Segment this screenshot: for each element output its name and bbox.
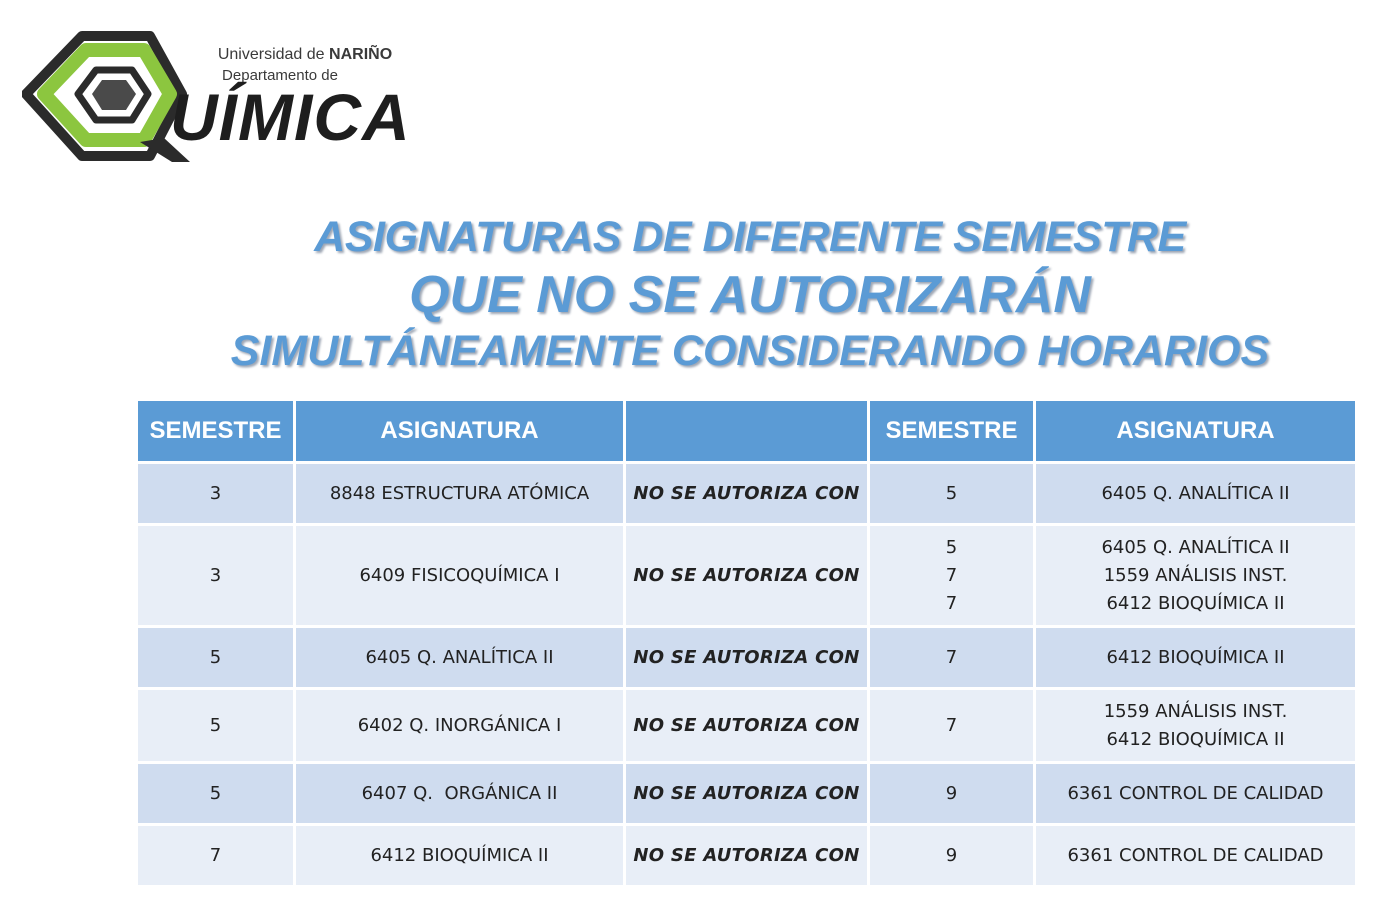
department-logo [22,30,412,168]
cell-semester-2 [869,525,1035,627]
cell-rule: NO SE AUTORIZA CON [625,463,869,525]
cell-subject-2 [1035,825,1357,887]
table-row [137,825,1357,887]
cell-rule: NO SE AUTORIZA CON [625,763,869,825]
cell-subject-2 [1035,525,1357,627]
cell-semester-2 [869,627,1035,689]
table-header-row [137,400,1357,463]
table-row [137,525,1357,627]
cell-rule: NO SE AUTORIZA CON [625,825,869,887]
cell-semester-1: 5 [137,627,295,689]
table-row [137,627,1357,689]
subject-value: 6405 Q. ANALÍTICA II [1101,536,1290,558]
cell-subject-1: 6402 Q. INORGÁNICA I [295,689,625,763]
title-line-1: ASIGNATURAS DE DIFERENTE SEMESTRE [314,213,1186,261]
cell-semester-1: 5 [137,689,295,763]
cell-semester-2 [869,825,1035,887]
semester-value: 7 [945,646,958,668]
cell-rule: NO SE AUTORIZA CON [625,689,869,763]
subject-value: 6412 BIOQUÍMICA II [1106,592,1285,614]
cell-semester-1: 3 [137,463,295,525]
cell-semester-1: 3 [137,525,295,627]
table-row [137,689,1357,763]
title-line-2: QUE NO SE AUTORIZARÁN [409,266,1091,324]
semester-value: 5 [945,536,958,558]
restrictions-table [135,398,1358,888]
cell-semester-1: 7 [137,825,295,887]
cell-semester-2 [869,763,1035,825]
cell-subject-2 [1035,689,1357,763]
cell-semester-2 [869,689,1035,763]
cell-subject-1: 6405 Q. ANALÍTICA II [295,627,625,689]
cell-subject-1: 6407 Q. ORGÁNICA II [295,763,625,825]
semester-value: 7 [945,564,958,586]
hexagon-emblem-icon [22,30,192,168]
subject-value: 1559 ANÁLISIS INST. [1103,564,1288,586]
header-subject-1: ASIGNATURA [295,400,625,463]
logo-wordmark: UÍMICA [170,80,411,154]
cell-rule: NO SE AUTORIZA CON [625,627,869,689]
logo-department-text: Departamento de [222,67,338,84]
cell-subject-2 [1035,763,1357,825]
subject-value: 6361 CONTROL DE CALIDAD [1067,844,1324,866]
cell-subject-1: 6412 BIOQUÍMICA II [295,825,625,887]
semester-value: 7 [945,714,958,736]
subject-value: 6361 CONTROL DE CALIDAD [1067,782,1324,804]
header-semester-1: SEMESTRE [137,400,295,463]
subject-value: 6412 BIOQUÍMICA II [1106,728,1285,750]
subject-value: 6405 Q. ANALÍTICA II [1101,482,1290,504]
header-semester-2: SEMESTRE [869,400,1035,463]
semester-value: 9 [945,782,958,804]
cell-subject-2 [1035,463,1357,525]
cell-semester-2 [869,463,1035,525]
header-subject-2: ASIGNATURA [1035,400,1357,463]
subject-value: 6412 BIOQUÍMICA II [1106,646,1285,668]
cell-rule: NO SE AUTORIZA CON [625,525,869,627]
semester-value: 7 [945,592,958,614]
title-line-3: SIMULTÁNEAMENTE CONSIDERANDO HORARIOS [230,327,1270,375]
cell-subject-2 [1035,627,1357,689]
table-row [137,463,1357,525]
cell-semester-1: 5 [137,763,295,825]
logo-university-text: Universidad de NARIÑO [217,46,393,63]
header-rule [625,400,869,463]
semester-value: 9 [945,844,958,866]
semester-value: 5 [945,482,958,504]
cell-subject-1: 8848 ESTRUCTURA ATÓMICA [295,463,625,525]
table-row [137,763,1357,825]
cell-subject-1: 6409 FISICOQUÍMICA I [295,525,625,627]
subject-value: 1559 ANÁLISIS INST. [1103,700,1288,722]
